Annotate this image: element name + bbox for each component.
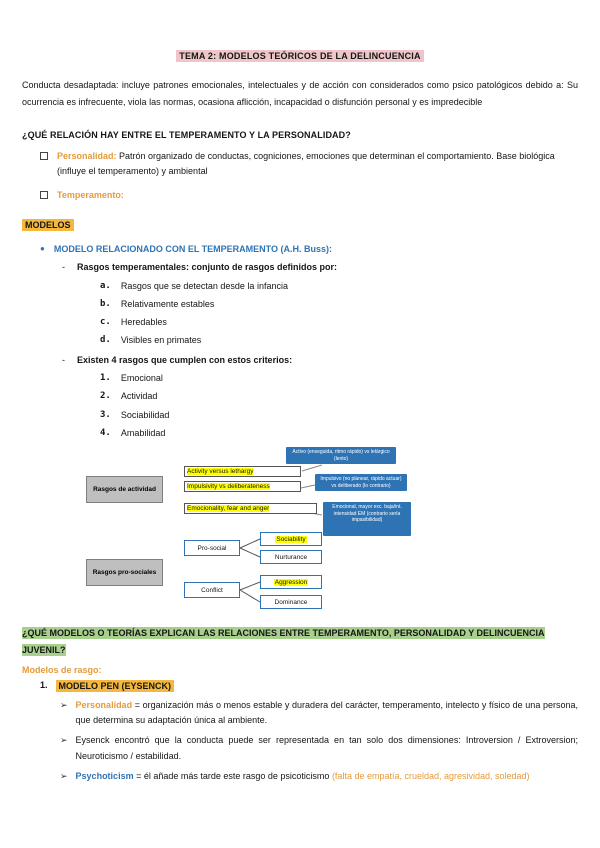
letter-item-text: Rasgos que se detectan desde la infancia [120, 280, 288, 291]
diagram-label-text: Impulsivity vs deliberateness [187, 483, 270, 491]
number-item-text: Sociabilidad [120, 409, 170, 420]
letter-item-text: Visibles en primates [120, 335, 202, 346]
diagram-group-prosociales: Rasgos pro-sociales [86, 559, 163, 586]
diagram-node-prosocial [184, 540, 240, 556]
number-item-text: Amabilidad [120, 428, 166, 439]
diagram-node-text: Dominance [274, 598, 308, 606]
diagram-label-emotionality [184, 503, 317, 514]
list-item [100, 389, 578, 404]
question-heading-1: ¿QUÉ RELACIÓN HAY ENTRE EL TEMPERAMENTO Y LA PERSONALIDAD? [22, 130, 351, 141]
pen-bullet-text [76, 698, 578, 729]
letter-item-text: Relativamente estables [120, 298, 215, 309]
list-item [100, 297, 578, 312]
question-heading-2-text: ¿QUÉ MODELOS O TEORÍAS EXPLICAN LAS RELACIONES ENTRE TEMPERAMENTO, PERSONALIDAD Y DELINCUENCIA JUVENIL? [22, 628, 545, 655]
list-item [62, 353, 578, 367]
checklist-text [57, 149, 578, 179]
list-item [60, 733, 578, 764]
diagram-node-text: Sociability [276, 535, 306, 543]
intro-paragraph: Conducta desadaptada: incluye patrones emocionales, intelectuales y de acción con considerados como psico patológicos debido a: Su ocurrencia es infrecuente, viola las normas, ocasiona aflicción, incapacidad o disfunción personal y es impredecible [22, 80, 578, 107]
list-item [100, 426, 578, 441]
pen-model-title: MODELO PEN (EYSENCK) [56, 680, 175, 692]
modelos-heading-line [22, 215, 578, 233]
list-item [40, 149, 578, 179]
term-personalidad: Personalidad: [57, 151, 117, 162]
list-item [60, 769, 578, 784]
diagram-node-sociability [260, 532, 322, 546]
number-item-text: Actividad [120, 391, 158, 402]
diagram-note-emocional: Emocional, mayor exc. baja/int. intensidad EM (contrario sería impasibilidad) [323, 502, 411, 536]
diagram-node-conflict [184, 582, 240, 598]
diagram-node-text: Nurturance [274, 553, 308, 561]
list-item [100, 333, 578, 348]
dash-icon: - [62, 354, 65, 365]
term-psychoticism: Psychoticism [75, 770, 134, 781]
dash-icon: - [62, 262, 65, 273]
list-marker: 3. [100, 409, 111, 420]
checkbox-icon [40, 152, 48, 160]
buss-model-title: MODELO RELACIONADO CON EL TEMPERAMENTO (A.H. Buss): [53, 243, 333, 254]
page-title: TEMA 2: MODELOS TEÓRICOS DE LA DELINCUENCIA [176, 50, 423, 62]
term-temperamento: Temperamento: [57, 189, 124, 200]
list-item [60, 698, 578, 729]
list-marker: a. [100, 280, 111, 291]
list-marker: 1. [100, 373, 111, 384]
diagram-label-impulsivity [184, 481, 301, 492]
list-marker: 1. [40, 679, 48, 690]
arrow-bullet-icon: ➢ [60, 699, 68, 710]
diagram-label-text: Emocionality, fear and anger [187, 505, 270, 513]
arrow-bullet-icon: ➢ [60, 770, 68, 781]
list-item [100, 279, 578, 294]
title-line [22, 46, 578, 64]
term-personalidad-2: Personalidad [75, 699, 133, 710]
list-marker: c. [100, 317, 111, 328]
diagram-node-dominance [260, 595, 322, 609]
diagram-note-activo: Activo (enseguida, ritmo rápido) vs letárgico (lento) [286, 447, 396, 464]
arrow-bullet-icon: ➢ [60, 735, 68, 746]
modelos-rasgo-subheading: Modelos de rasgo: [22, 664, 102, 675]
list-marker: 4. [100, 428, 111, 439]
question-heading-2 [22, 625, 578, 657]
diagram-node-text: Aggression [274, 578, 308, 586]
personalidad-definition: Patrón organizado de conductas, cogniciones, emociones que determinan el comportamiento. Base biológica (influye el temperamento) y ambiental [57, 151, 555, 177]
modelos-heading: MODELOS [22, 219, 74, 231]
pen-bullet-orange-note: (falta de empatía, crueldad, agresividad, soledad) [331, 770, 530, 781]
diagram-note-impulsivo: Impulsivo (no planear, rápido actuar) vs deliberado (lo contrario) [315, 474, 407, 491]
number-item-text: Emocional [120, 373, 163, 384]
list-item [40, 680, 578, 692]
list-item [100, 371, 578, 386]
bullet-icon: ● [40, 243, 45, 253]
diagram-node-text: Pro-social [197, 544, 227, 552]
diagram-label-text: Activity versus lethargy [187, 468, 254, 476]
checkbox-icon [40, 191, 48, 199]
letter-item-text: Heredables [120, 317, 167, 328]
list-item [100, 315, 578, 330]
diagram-node-nurturance [260, 550, 322, 564]
buss-traits-diagram [22, 447, 578, 615]
list-marker: 2. [100, 391, 111, 402]
pen-bullet-text [76, 769, 578, 784]
list-item [62, 260, 578, 274]
pen-bullet-body: = organización más o menos estable y duradera del carácter, temperamento, intelecto y físico de una persona, que determina su adaptación única al ambiente. [75, 699, 578, 726]
list-item [40, 188, 578, 203]
diagram-label-activity [184, 466, 301, 477]
diagram-node-aggression [260, 575, 322, 589]
existen-intro: Existen 4 rasgos que cumplen con estos criterios: [77, 354, 293, 365]
pen-bullet-text: Eysenck encontró que la conducta puede ser representada en tan solo dos dimensiones: Introversion / Extroversion; Neuroticismo / estabilidad. [75, 735, 578, 761]
rasgos-intro: Rasgos temperamentales: conjunto de rasgos definidos por: [77, 262, 338, 273]
list-item [40, 242, 578, 256]
diagram-node-text: Conflict [201, 586, 223, 594]
list-marker: b. [100, 298, 111, 309]
list-marker: d. [100, 335, 111, 346]
pen-bullet-body: = él añade más tarde este rasgo de psicoticismo [133, 770, 332, 781]
list-item [100, 408, 578, 423]
diagram-group-actividad: Rasgos de actividad [86, 476, 163, 503]
